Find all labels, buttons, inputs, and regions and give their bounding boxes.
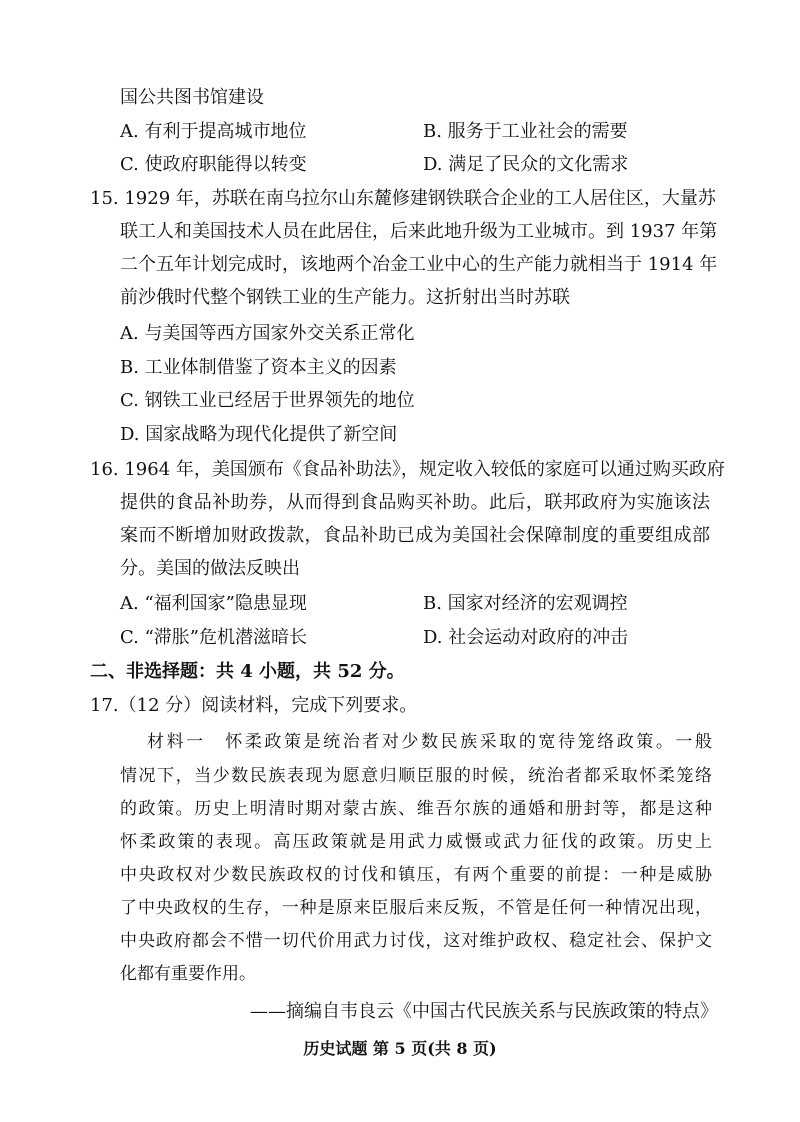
option-16-c: C. “滞胀”危机潜滋暗长 (120, 627, 307, 648)
material-line-4: 怀柔政策的表现。高压政策就是用武力威慑或武力征伐的政策。历史上 (120, 832, 712, 852)
material-line-3: 的政策。历史上明清时期对蒙古族、维吾尔族的通婚和册封等，都是这种 (120, 799, 712, 819)
option-15-c: C. 钢铁工业已经居于世界领先的地位 (120, 390, 415, 411)
question-continuation: 国公共图书馆建设 (120, 87, 264, 108)
material-line-8: 化都有重要作用。 (120, 964, 256, 984)
option-15-b: B. 工业体制借鉴了资本主义的因素 (120, 357, 397, 378)
question-15-line-2: 联工人和美国技术人员在此居住，后来此地升级为工业城市。到 1937 年第 (120, 221, 718, 242)
question-16-line-1: 16. 1964 年，美国颁布《食品补助法》，规定收入较低的家庭可以通过购买政府 (90, 459, 725, 480)
material-line-2: 情况下，当少数民族表现为愿意归顺臣服的时候，统治者都采取怀柔笼络 (120, 766, 712, 786)
section-2-title: 二、非选择题：共 4 小题，共 52 分。 (90, 661, 405, 682)
question-16-line-3: 案而不断增加财政拨款，食品补助已成为美国社会保障制度的重要组成部 (120, 525, 710, 546)
material-line-1: 材料一 怀柔政策是统治者对少数民族采取的宽待笼络政策。一般 (147, 732, 712, 752)
question-15-line-4: 前沙俄时代整个钢铁工业的生产能力。这折射出当时苏联 (120, 287, 570, 308)
option-14-c: C. 使政府职能得以转变 (120, 154, 307, 175)
option-14-b: B. 服务于工业社会的需要 (423, 121, 628, 142)
question-16-line-2: 提供的食品补助券，从而得到食品购买补助。此后，联邦政府为实施该法 (120, 492, 710, 513)
option-16-a: A. “福利国家”隐患显现 (120, 593, 307, 614)
option-16-d: D. 社会运动对政府的冲击 (423, 627, 629, 648)
option-14-a: A. 有利于提高城市地位 (120, 121, 307, 142)
material-line-7: 中央政府都会不惜一切代价用武力讨伐，这对维护政权、稳定社会、保护文 (120, 931, 712, 951)
question-16-line-4: 分。美国的做法反映出 (120, 558, 300, 579)
question-15-line-3: 二个五年计划完成时，该地两个冶金工业中心的生产能力就相当于 1914 年 (120, 254, 718, 275)
question-17-stem: 17.（12 分）阅读材料，完成下列要求。 (90, 695, 418, 716)
material-line-5: 中央政权对少数民族政权的讨伐和镇压，有两个重要的前提：一种是威胁 (120, 865, 712, 885)
option-16-b: B. 国家对经济的宏观调控 (423, 593, 628, 614)
page-footer: 历史试题 第 5 页(共 8 页) (303, 1039, 497, 1058)
material-line-6: 了中央政权的生存，一种是原来臣服后来反叛，不管是任何一种情况出现， (120, 898, 712, 918)
option-15-a: A. 与美国等西方国家外交关系正常化 (120, 323, 415, 344)
option-14-d: D. 满足了民众的文化需求 (423, 154, 629, 175)
material-source: ——摘编自韦良云《中国古代民族关系与民族政策的特点》 (250, 1001, 718, 1022)
question-15-line-1: 15. 1929 年，苏联在南乌拉尔山东麓修建钢铁联合企业的工人居住区，大量苏 (90, 188, 716, 209)
option-15-d: D. 国家战略为现代化提供了新空间 (120, 424, 398, 445)
